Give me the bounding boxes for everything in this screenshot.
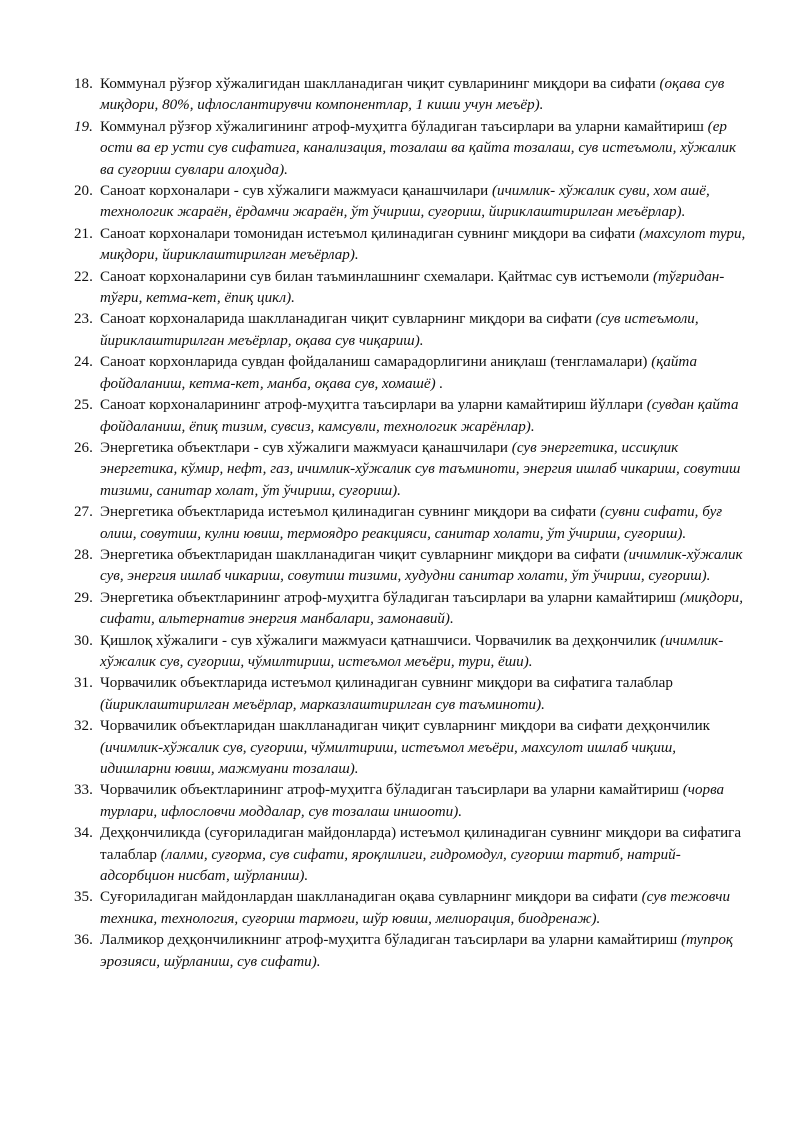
item-number: 34. xyxy=(74,825,93,842)
item-keywords: (тўғридан-тўғри, кетма-кет, ёпиқ цикл). xyxy=(100,268,725,307)
item-text: Энергетика объектларидан шаклланадиган чиқит сувларнинг миқдори ва сифати xyxy=(100,546,620,563)
list-item xyxy=(74,887,746,930)
item-keywords: (қайта фойдаланиш, кетма-кет, манба, оқава сув, хомашё) . xyxy=(100,354,698,392)
item-keywords: (ер ости ва ер усти сув сифатига, канализация, тозалаш ва қайта тозалаш, сув истеъмоли, хўжалик ва суғориш сувлари алоҳида). xyxy=(100,118,737,178)
list-item xyxy=(74,267,746,310)
item-keywords: (йириклаштирилган меъёрлар, марказлаштирилган сув таъминоти). xyxy=(100,696,545,713)
list-item xyxy=(74,716,746,780)
item-keywords: (чорва турлари, ифлословчи моддалар, сув тозалаш иншооти). xyxy=(100,782,725,820)
item-keywords: (ичимлик- хўжалик суви, хом ашё, технологик жараён, ёрдамчи жараён, ўт ўчириш, суғориш, йириклаштирилган меъёрлар). xyxy=(100,183,710,221)
item-text: Коммунал рўзғор хўжалигидан шаклланадиган чиқит сувларининг миқдори ва сифати xyxy=(100,76,656,92)
item-keywords: (сув тежовчи техника, технология, суғориш тармоғи, шўр ювиш, мелиорация, биодренаж). xyxy=(100,889,730,927)
list-item xyxy=(74,224,746,267)
item-text: Саноат корхоналари - сув хўжалиги мажмуаси қанашчилари xyxy=(100,183,489,200)
list-item xyxy=(74,545,746,588)
item-keywords: (сувни сифати, буғ олиш, совутиш, кулни ювиш, термоядро реакцияси, санитар холати, ўт ўчириш, суғориш). xyxy=(100,504,723,542)
item-keywords: (ичимлик-хўжалик сув, суғориш, чўмилтириш, истеъмол меъёри, тури, ёши). xyxy=(100,632,724,670)
list-item xyxy=(74,309,746,352)
list-item xyxy=(74,673,746,716)
list-item xyxy=(74,117,746,181)
list-item xyxy=(74,395,746,438)
item-text: Коммунал рўзғор хўжалигининг атроф-муҳитга бўладиган таъсирлари ва уларни камайтириш xyxy=(100,118,704,135)
item-keywords: (тупроқ эрозияси, шўрланиш, сув сифати). xyxy=(100,932,733,970)
item-text: Саноат корхоналарининг атроф-муҳитга таъсирлари ва уларни камайтириш йўллари xyxy=(100,397,643,414)
list-item xyxy=(74,588,746,631)
item-text: Саноат корхонларида сувдан фойдаланиш самарадорлигини аниқлаш (тенгламалари) xyxy=(100,354,648,371)
item-text: Суғориладиган майдонлардан шаклланадиган оқава сувларнинг миқдори ва сифати xyxy=(100,889,638,906)
item-text: Саноат корхоналарида шаклланадиган чиқит сувларнинг миқдори ва сифати xyxy=(100,311,592,328)
item-keywords: (ичимлик-хўжалик сув, энергия ишлаб чикариш, совутиш тизими, худудни санитар холати, ўт ўчириш, суғориш). xyxy=(100,546,743,585)
list-item xyxy=(74,74,746,117)
item-number: 29. xyxy=(74,589,93,606)
item-keywords: (махсулот тури, миқдори, йириклаштирилган меъёрлар). xyxy=(100,225,746,264)
item-number: 30. xyxy=(74,632,93,649)
item-text: Энергетика объектлари - сув хўжалиги мажмуаси қанашчилари xyxy=(100,439,509,456)
item-text: Чорвачилик объектларининг атроф-муҳитга бўладиган таъсирлари ва уларни камайтириш xyxy=(100,782,679,799)
item-number: 18. xyxy=(74,76,93,92)
item-text: Қишлоқ хўжалиги - сув хўжалиги мажмуаси қатнашчиси. Чорвачилик ва деҳқончилик xyxy=(100,632,657,649)
list-item xyxy=(74,631,746,674)
item-keywords: (лалми, суғорма, сув сифати, яроқлилиги, гидромодул, суғориш тартиб, натрий-адсорбцион нисбат, шўрланиш). xyxy=(100,846,681,885)
list-item xyxy=(74,181,746,224)
item-text: Деҳқончиликда (суғориладиган майдонларда) истеъмол қилинадиган сувнинг миқдори ва сифатига талаблар xyxy=(100,825,742,863)
item-text: Чорвачилик объектларидан шаклланадиган чиқит сувларнинг миқдори ва сифати деҳқончилик xyxy=(100,718,710,735)
item-keywords: (миқдори, сифати, альтернатив энергия манбалари, замонавий). xyxy=(100,589,744,628)
item-text: Лалмикор деҳқончиликнинг атроф-муҳитга бўладиган таъсирлари ва уларни камайтириш xyxy=(100,932,678,949)
item-keywords: (сувдан қайта фойдаланиш, ёпиқ тизим, сувсиз, камсувли, технологик жарёнлар). xyxy=(100,397,739,435)
item-number: 25. xyxy=(74,397,93,414)
item-text: Чорвачилик объектларида истеъмол қилинадиган сувнинг миқдори ва сифатига талаблар xyxy=(100,675,673,692)
list-item xyxy=(74,502,746,545)
item-number: 27. xyxy=(74,504,93,521)
item-keywords: (оқава сув миқдори, 80%, ифлослантирувчи компонентлар, 1 киши учун меъёр). xyxy=(100,76,725,114)
list-item xyxy=(74,352,746,395)
list-item xyxy=(74,780,746,823)
item-number: 35. xyxy=(74,889,93,906)
item-number: 22. xyxy=(74,268,93,285)
item-keywords: (сув истеъмоли, йириклаштирилган меъёрлар, оқава сув чиқариш). xyxy=(100,311,699,349)
item-keywords: (сув энергетика, иссиқлик энергетика, кўмир, нефт, газ, ичимлик-хўжалик сув таъминоти, энергия ишлаб чикариш, совутиш тизими, санитар холат, ўт ўчириш, суғориш). xyxy=(100,439,741,499)
item-number: 23. xyxy=(74,311,93,328)
item-text: Энергетика объектларининг атроф-муҳитга бўладиган таъсирлари ва уларни камайтириш xyxy=(100,589,676,606)
list-item xyxy=(74,438,746,502)
item-text: Энергетика объектларида истеъмол қилинадиган сувнинг миқдори ва сифати xyxy=(100,504,597,521)
item-number: 33. xyxy=(74,782,93,799)
item-number: 28. xyxy=(74,546,93,563)
item-number: 32. xyxy=(74,718,93,735)
item-number: 36. xyxy=(74,932,93,949)
question-list xyxy=(74,74,746,973)
item-text: Саноат корхоналари томонидан истеъмол қилинадиган сувнинг миқдори ва сифати xyxy=(100,225,636,242)
item-number: 19. xyxy=(74,118,93,135)
item-number: 21. xyxy=(74,225,93,242)
item-number: 26. xyxy=(74,439,93,456)
item-keywords: (ичимлик-хўжалик сув, суғориш, чўмилтириш, истеъмол меъёри, махсулот ишлаб чиқиш, идишларни ювиш, мажмуани тозалаш). xyxy=(100,739,677,777)
item-number: 20. xyxy=(74,183,93,200)
item-number: 24. xyxy=(74,354,93,371)
list-item xyxy=(74,823,746,887)
item-text: Саноат корхоналарини сув билан таъминлашнинг схемалари. Қайтмас сув истъемоли xyxy=(100,268,650,285)
item-number: 31. xyxy=(74,675,93,692)
list-item xyxy=(74,930,746,973)
